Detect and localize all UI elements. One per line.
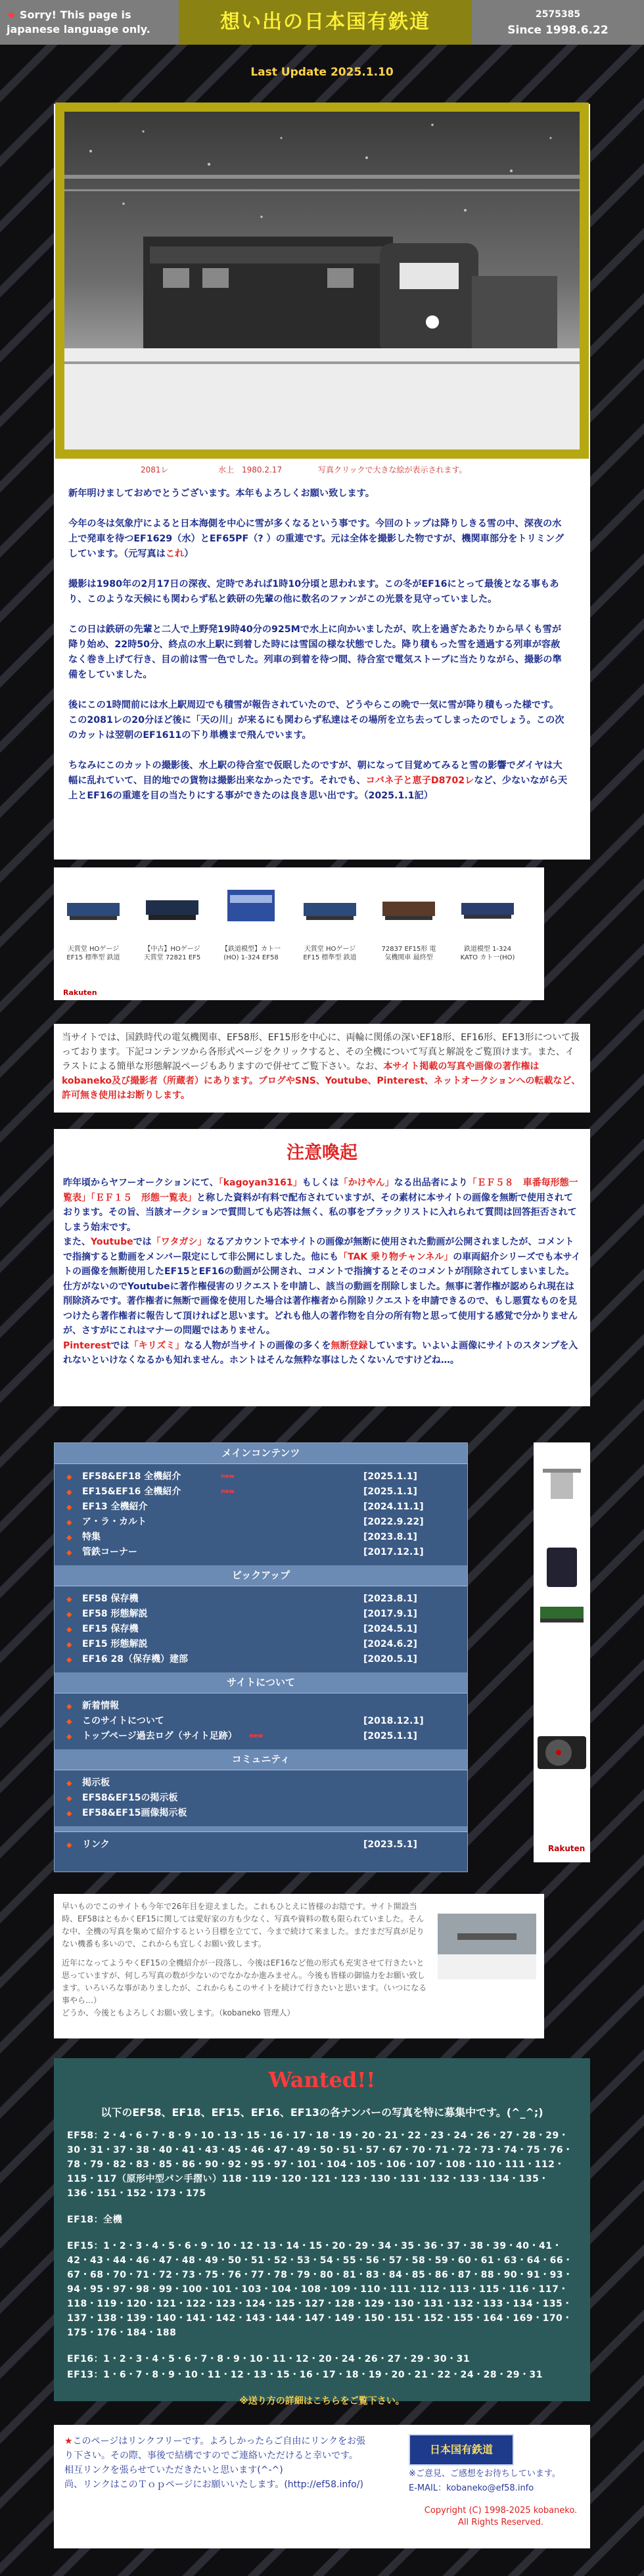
menu-item[interactable] bbox=[55, 1652, 467, 1667]
menu-item-label: このサイトについて bbox=[82, 1716, 164, 1726]
menu-item-label: EF58&EF15画像掲示板 bbox=[82, 1808, 187, 1818]
menu-item[interactable] bbox=[55, 1484, 467, 1500]
language-notice bbox=[0, 0, 179, 45]
link-policy bbox=[64, 2434, 367, 2492]
caution-highlight: 無断登録 bbox=[331, 1340, 368, 1351]
site-banner[interactable]: 日本国有鉄道 bbox=[409, 2434, 514, 2466]
diamond-bullet-icon: ◆ bbox=[66, 1779, 72, 1787]
main-menu bbox=[54, 1442, 468, 1872]
wanted-panel bbox=[54, 2058, 590, 2406]
menu-spacer bbox=[55, 1464, 467, 1469]
menu-item[interactable] bbox=[55, 1791, 467, 1806]
new-badge: new bbox=[249, 1733, 264, 1739]
caution-text: なる出品者により bbox=[394, 1178, 468, 1188]
menu-item[interactable] bbox=[55, 1729, 467, 1744]
menu-item[interactable] bbox=[55, 1622, 467, 1637]
locomotive-photo bbox=[64, 112, 580, 449]
menu-spacer bbox=[55, 1693, 467, 1699]
news-paragraph-1: 新年明けましておめでとうございます。本年もよろしくお願い致します。 bbox=[68, 488, 375, 499]
wanted-howto-link[interactable]: ※送り方の詳細はこちらをご覧下さい。 bbox=[239, 2396, 405, 2406]
menu-section-header: サイトについて bbox=[55, 1672, 467, 1693]
product-image bbox=[63, 877, 124, 932]
ad-rakuten-logo: Rakuten bbox=[548, 1844, 586, 1853]
menu-item-label: EF15&EF16 全機紹介 bbox=[82, 1486, 181, 1497]
contact bbox=[409, 2467, 573, 2496]
caution-text: では bbox=[110, 1340, 129, 1351]
diamond-bullet-icon: ◆ bbox=[66, 1625, 72, 1634]
snow-scene-image bbox=[438, 1914, 536, 1979]
ad-products-image bbox=[534, 1442, 590, 1662]
menu-item-label: 特集 bbox=[82, 1532, 101, 1542]
caution-text: の車両紹介シリーズでも本サイトの画像を無断使用したEF15とEF16の動画が公開され、コメントで指摘するとそのコメントが削除されてしまいました。仕方がないのでYoutubeに著作権侵害のリクエストを申請し、該当の動画を削除しました。無事に著作権が認められ現在は削除済みです。著作権者に無断で画像を使用した場合は著作権者から削除リクエストを申請できるので、もし悪質なものを見つけたら著作権者に報告して頂ければと思います。どれも他人の著作物を自分の所有物と思って使用する感覚で分かりませんが、さすがにこれはマナーの問題ではありません。 bbox=[63, 1251, 581, 1336]
menu-item-date: [2025.1.1] bbox=[363, 1471, 417, 1482]
site-intro bbox=[54, 1024, 590, 1113]
menu-item-label: 掲示板 bbox=[82, 1778, 110, 1788]
diamond-bullet-icon: ◆ bbox=[66, 1595, 72, 1603]
diamond-bullet-icon: ◆ bbox=[66, 1473, 72, 1481]
product-item[interactable] bbox=[457, 877, 518, 988]
diamond-bullet-icon: ◆ bbox=[66, 1809, 72, 1818]
menu-item-date: [2020.5.1] bbox=[363, 1654, 417, 1665]
caution-highlight: 「ＥＦ５８ 車番毎形態一覧表」「ＥＦ１５ 形態一覧表」 bbox=[63, 1178, 578, 1203]
link-policy-text: このページはリンクフリーです。よろしかったらご自由にリンクをお張り下さい。その際、事後で結構ですのでご連絡いただけると幸いです。相互リンクを張らせていただきたいと思います(^-^) bbox=[64, 2436, 366, 2475]
photo-enlarge-hint: 写真クリックで大きな絵が表示されます。 bbox=[318, 465, 467, 474]
menu-spacer bbox=[55, 1832, 467, 1837]
wanted-subtitle: 以下のEF58、EF18、EF15、EF16、EF13の各ナンバーの写真を特に募集中です。(^_^;) bbox=[101, 2106, 543, 2119]
top-photo-link[interactable] bbox=[64, 112, 580, 449]
diamond-bullet-icon: ◆ bbox=[66, 1488, 72, 1496]
menu-item[interactable] bbox=[55, 1515, 467, 1530]
thanks-panel bbox=[54, 1894, 544, 2038]
menu-item[interactable] bbox=[55, 1699, 467, 1714]
menu-item-label: EF16 28（保存機）建部 bbox=[82, 1654, 188, 1665]
product-name: 天賞堂 HOゲージ EF15 標準型 鉄道 bbox=[66, 946, 120, 961]
news-p6-red: コバネ子と恵子D8702レ bbox=[365, 775, 474, 786]
caution-highlight: 「ワタガシ」 bbox=[151, 1237, 207, 1247]
thanks-paragraph-3: どうか、今後ともよろしくお願い致します。（kobaneko 管理人） bbox=[62, 2008, 295, 2017]
caution-panel bbox=[54, 1129, 590, 1406]
caution-highlight: 「かけやん」 bbox=[338, 1178, 394, 1188]
menu-item-label: EF58 保存機 bbox=[82, 1594, 139, 1604]
product-name: 鉄道模型 1-324 KATO カト一(HO) bbox=[460, 946, 515, 961]
menu-spacer bbox=[55, 1852, 467, 1858]
star-icon: ★ bbox=[7, 9, 16, 21]
diamond-bullet-icon: ◆ bbox=[66, 1732, 72, 1741]
caution-title: 注意喚起 bbox=[287, 1143, 357, 1163]
original-photo-link[interactable]: これ bbox=[165, 549, 185, 559]
product-image bbox=[142, 877, 202, 932]
product-image bbox=[379, 877, 439, 932]
menu-item-date: [2024.11.1] bbox=[363, 1502, 424, 1512]
menu-section-header: コミュニティ bbox=[55, 1749, 467, 1770]
caution-highlight: Youtube bbox=[91, 1237, 133, 1247]
menu-item-label: 管鉄コーナー bbox=[82, 1547, 137, 1557]
menu-spacer bbox=[55, 1667, 467, 1672]
menu-item[interactable] bbox=[55, 1545, 467, 1560]
menu-item-date: [2017.12.1] bbox=[363, 1547, 424, 1557]
menu-item-label: ア・ラ・カルト bbox=[82, 1517, 147, 1527]
product-item[interactable] bbox=[142, 877, 202, 988]
menu-item[interactable] bbox=[55, 1500, 467, 1515]
menu-spacer bbox=[55, 1586, 467, 1592]
wanted-title: Wanted!! bbox=[268, 2067, 376, 2092]
wanted-ef58: EF58：2・4・6・7・8・9・10・13・15・16・17・18・19・20・21・22・23・24・26・27・28・29・30・31・37・38・40・41・43・45・46・47・49・50・51・57・67・70・71・72・73・74・75・76・78・79・82・83・85・86・90・92・95・97・101・104・105・106・107・108・110・111・112・115・117（原形中型パン手摺い）118・119・120・121・123・130・131・132・133・134・135・136・151・152・173・175 bbox=[67, 2130, 573, 2199]
news-paragraph-2 bbox=[68, 517, 568, 562]
news-p2-end: ） bbox=[184, 549, 194, 559]
menu-item[interactable] bbox=[55, 1530, 467, 1545]
menu-item-date: [2024.5.1] bbox=[363, 1624, 417, 1634]
wanted-list bbox=[67, 2128, 577, 2382]
caution-text: また、 bbox=[63, 1237, 91, 1247]
product-item[interactable] bbox=[63, 877, 124, 988]
footer bbox=[54, 2425, 590, 2548]
wanted-ef18: EF18：全機 bbox=[67, 2215, 123, 2225]
photo-place-date: 水上 1980.2.17 bbox=[218, 465, 283, 474]
star-icon: ★ bbox=[64, 2436, 73, 2447]
caution-body bbox=[63, 1176, 581, 1368]
diamond-bullet-icon: ◆ bbox=[66, 1794, 72, 1803]
since-date: Since 1998.6.22 bbox=[507, 24, 609, 37]
menu-item-label: トップページ過去ログ（サイト足跡） bbox=[82, 1731, 237, 1741]
diamond-bullet-icon: ◆ bbox=[66, 1717, 72, 1726]
menu-item-date: [2017.9.1] bbox=[363, 1609, 417, 1619]
menu-item[interactable] bbox=[55, 1637, 467, 1652]
caution-text: なるアカウントで本サイトの画像が無断に使用された動画が公開されましたが、コメントで指摘すると動画をメンバー限定にして非公開にしました。他にも bbox=[63, 1237, 574, 1262]
news-paragraph-6 bbox=[68, 758, 568, 804]
caution-highlight: 「TAK 乗り物チャンネル」 bbox=[338, 1251, 453, 1262]
product-image bbox=[221, 877, 281, 932]
menu-item-date: [2018.12.1] bbox=[363, 1716, 424, 1726]
menu-section-header: メインコンテンツ bbox=[55, 1443, 467, 1464]
caution-highlight: 「kagoyan3161」 bbox=[218, 1178, 302, 1188]
menu-section-header: ピックアップ bbox=[55, 1565, 467, 1586]
copyright-warning: 本サイト掲載の写真や画像の著作権はkobaneko及び撮影者（所蔵者）にあります。ブログやSNS、Youtube、Pinterest、ネットオークションへの転載など、許可無き使用はお断りします。 bbox=[62, 1061, 581, 1101]
ad-panel[interactable] bbox=[534, 1442, 590, 1662]
menu-item-label: EF58&EF15の掲示板 bbox=[82, 1793, 178, 1803]
menu-item-label: 新着情報 bbox=[82, 1701, 119, 1711]
news-body bbox=[68, 486, 568, 819]
thanks-paragraph-2: 近年になってようやくEF15の全機紹介が一段落し、今後はEF16など他の形式も充実させて行きたいと思っていますが、何しろ写真の数が少ないのでなかなか進みません。今後も皆様の御協力をお願い致します。いろいろな事がありましたが、これからもこのサイトを続けて行きたいと思います。（いつになる事やら…） bbox=[62, 1958, 427, 2005]
contact-note: ※ご意見、ご感想をお待ちしています。 bbox=[409, 2469, 561, 2479]
menu-spacer bbox=[55, 1821, 467, 1826]
news-p6-text: ちなみにこのカットの撮影後、水上駅の待合室で仮眠したのですが、朝になって目覚めてみると雪の影響でダイヤは大幅に乱れていて、目的地での貨物は撮影出来なかったです。それでも、 bbox=[68, 760, 563, 786]
menu-item[interactable] bbox=[55, 1607, 467, 1622]
news-paragraph-3: 撮影は1980年の2月17日の深夜、定時であれば1時10分頃と思われます。この冬がEF16にとって最後となる事もあり、このような天候にも関わらず私と鉄研の先輩の他に数名のファンがこの光景を見守っていました。 bbox=[68, 579, 559, 605]
product-name: 【鉄道模型】カト一(HO) 1-324 EF58 bbox=[221, 946, 281, 961]
caution-text: と称した資料が有料で配布されていますが、その素材に本サイトの画像を無断で使用されております。その旨、当該オークションで質問しても応答は無く、私の事をブラックリストに入れられて質問は回答拒否されてしまう始末です。 bbox=[63, 1192, 577, 1233]
menu-section-divider bbox=[55, 1826, 467, 1832]
diamond-bullet-icon: ◆ bbox=[66, 1610, 72, 1619]
diamond-bullet-icon: ◆ bbox=[66, 1503, 72, 1511]
rakuten-logo[interactable]: Rakuten bbox=[63, 988, 97, 997]
caution-text: 昨年頃からヤフーオークションにて、 bbox=[63, 1178, 219, 1188]
caution-text: しています。いよいよ画像にサイトのスタンプを入れないといけなくなるかも知れません。ホントはそんな無粋な事はしたくないんですけどね…。 bbox=[63, 1340, 578, 1366]
wanted-ef13: EF13：1・6・7・8・9・10・11・12・13・15・16・17・18・19・20・21・22・24・28・29・31 bbox=[67, 2370, 543, 2380]
product-name: 天賞堂 HOゲージ EF15 標準型 鉄道 bbox=[303, 946, 357, 961]
new-badge: new bbox=[221, 1473, 235, 1480]
ad-panel-2[interactable] bbox=[534, 1638, 590, 1862]
menu-item[interactable] bbox=[55, 1837, 467, 1852]
product-name: 72837 EF15形 電気機関車 最終型 bbox=[381, 946, 436, 961]
access-counter: 2575385 bbox=[535, 9, 581, 20]
product-item[interactable] bbox=[300, 877, 360, 988]
menu-item-date: [2025.1.1] bbox=[363, 1486, 417, 1497]
diamond-bullet-icon: ◆ bbox=[66, 1548, 72, 1557]
menu-item-date: [2023.5.1] bbox=[363, 1839, 417, 1850]
copyright: Copyright (C) 1998-2025 kobaneko. All Rights Reserved. bbox=[424, 2506, 578, 2527]
link-policy-url: 尚、リンクはこのＴｏｐページにお願いいたします。(http://ef58.info/) bbox=[64, 2479, 363, 2490]
menu-item-label: EF13 全機紹介 bbox=[82, 1502, 148, 1512]
menu-spacer bbox=[55, 1770, 467, 1776]
caution-text: なる人物が当サイトの画像の多くを bbox=[184, 1340, 331, 1351]
caution-highlight: Pinterest bbox=[63, 1340, 111, 1351]
new-badge: new bbox=[221, 1488, 235, 1495]
menu-item-label: EF58 形態解説 bbox=[82, 1609, 148, 1619]
news-p2-text: 今年の冬は気象庁によると日本海側を中心に雪が多くなるという事です。今回のトップは降りしきる雪の中、深夜の水上で発車を待つEF1629（水）とEF65PF（? ）の重連です。元は全体を撮影した物ですが、機関車部分をトリミングしています。（元写真は bbox=[68, 518, 564, 559]
menu-item-date: [2024.6.2] bbox=[363, 1639, 417, 1649]
product-image bbox=[457, 877, 518, 932]
caution-text: もしくは bbox=[302, 1178, 339, 1188]
contact-email[interactable]: E-MAIL：kobaneko@ef58.info bbox=[409, 2483, 534, 2493]
caution-text: では bbox=[133, 1237, 152, 1247]
news-p6-end: など、少ないながら天上とEF16の重連を目の当たりにする事ができたのは良き思い出です。（2025.1.1記） bbox=[68, 775, 568, 801]
train-number: 2081レ bbox=[141, 465, 169, 474]
product-item[interactable] bbox=[379, 877, 439, 988]
diamond-bullet-icon: ◆ bbox=[66, 1702, 72, 1711]
news-paragraph-5: 後にこの1時間前には水上駅周辺でも積雪が報告されていたので、どうやらこの晩で一気に雪が降り積もった様です。この2081レの20分ほど後に「天の川」が来るにも関わらず私達はその場所を立ち去ってしまったのでしょう。この次のカットは翌朝のEF1611の下り単機まで飛んでいます。 bbox=[68, 700, 564, 741]
site-title: 想い出の日本国有鉄道 bbox=[179, 0, 472, 45]
intro-text: 当サイトでは、国鉄時代の電気機関車、EF58形、EF15形を中心に、両輪に関係の深いEF18形、EF16形、EF13形について扱っております。下記コンテンツから各形式ページをクリックすると、その全機について写真と解説をご覧頂けます。また、イラストによる簡単な形態解説ページもありますので併せてご覧下さい。なお、 bbox=[62, 1032, 580, 1072]
diamond-bullet-icon: ◆ bbox=[66, 1640, 72, 1649]
menu-item-label: EF15 保存機 bbox=[82, 1624, 139, 1634]
menu-item[interactable] bbox=[55, 1776, 467, 1791]
menu-item[interactable] bbox=[55, 1469, 467, 1484]
access-counter-box bbox=[472, 0, 644, 45]
ad-turntable-image bbox=[534, 1638, 590, 1862]
diamond-bullet-icon: ◆ bbox=[66, 1533, 72, 1542]
menu-item-date: [2023.8.1] bbox=[363, 1594, 417, 1604]
menu-item[interactable] bbox=[55, 1714, 467, 1729]
menu-item[interactable] bbox=[55, 1806, 467, 1821]
diamond-bullet-icon: ◆ bbox=[66, 1841, 72, 1849]
menu-item-date: [2022.9.22] bbox=[363, 1517, 424, 1527]
product-strip bbox=[54, 867, 544, 1000]
wanted-ef16: EF16：1・2・3・4・5・6・7・8・9・10・11・12・20・24・26・27・29・30・31 bbox=[67, 2354, 471, 2364]
menu-item-date: [2023.8.1] bbox=[363, 1532, 417, 1542]
menu-spacer bbox=[55, 1560, 467, 1565]
notice-line2: japanese language only. bbox=[7, 23, 150, 35]
product-name: 【中古】HOゲージ 天賞堂 72821 EF5 bbox=[143, 946, 201, 961]
notice-line1: Sorry! This page is bbox=[19, 9, 131, 21]
menu-item-label: リンク bbox=[82, 1839, 110, 1850]
diamond-bullet-icon: ◆ bbox=[66, 1518, 72, 1527]
wanted-ef15: EF15：1・2・3・4・5・6・9・10・12・13・14・15・20・29・34・35・36・37・38・39・40・41・42・43・44・46・47・48・49・50・51・52・53・54・55・56・57・58・59・60・61・63・64・66・67・68・70・71・72・73・75・76・77・78・79・80・81・83・84・85・86・87・88・90・91・93・94・95・97・98・99・100・101・103・104・108・109・110・111・112・113・115・116・117・118・119・120・121・122・123・124・125・127・128・129・130・131・132・133・134・135・137・138・139・140・141・142・143・144・147・149・150・151・152・155・164・169・170・175・176・184・188 bbox=[67, 2241, 573, 2338]
thanks-paragraph-1: 早いものでこのサイトも今年で26年目を迎えました。これもひとえに皆様のお陰です。サイト開設当時、EF58はともかくEF15に関しては愛好家の方も少なく、写真や資料の数も限られていました。そんな中、全機の写真を集めて紹介するという目標を立てて、今まで続けて来ました。まだまだ写真が足りない機番も多いので、これからも宜しくお願い致します。 bbox=[62, 1902, 425, 1948]
caution-highlight: 「キリズミ」 bbox=[129, 1340, 185, 1351]
menu-spacer bbox=[55, 1744, 467, 1749]
menu-item-label: EF15 形態解説 bbox=[82, 1639, 148, 1649]
menu-item-label: EF58&EF18 全機紹介 bbox=[82, 1471, 181, 1482]
product-image bbox=[300, 877, 360, 932]
product-item[interactable] bbox=[221, 877, 281, 988]
menu-item-date: [2025.1.1] bbox=[363, 1731, 417, 1741]
news-paragraph-4: この日は鉄研の先輩と二人で上野発19時40分の925Mで水上に向かいましたが、吹上を過ぎたあたりから早くも雪が降り始め、22時50分、終点の水上駅に到着した時には雪国の様な状態でした。降り積もった雪を通過する列車が容赦なく巻き上げて行き、目の前は雪一色でした。列車の到着を待つ間、待合室で電気ストーブに当たりながら、撮影の準備をしていました。 bbox=[68, 624, 562, 680]
last-update: Last Update 2025.1.10 bbox=[250, 66, 394, 79]
diamond-bullet-icon: ◆ bbox=[66, 1655, 72, 1664]
menu-item[interactable] bbox=[55, 1592, 467, 1607]
